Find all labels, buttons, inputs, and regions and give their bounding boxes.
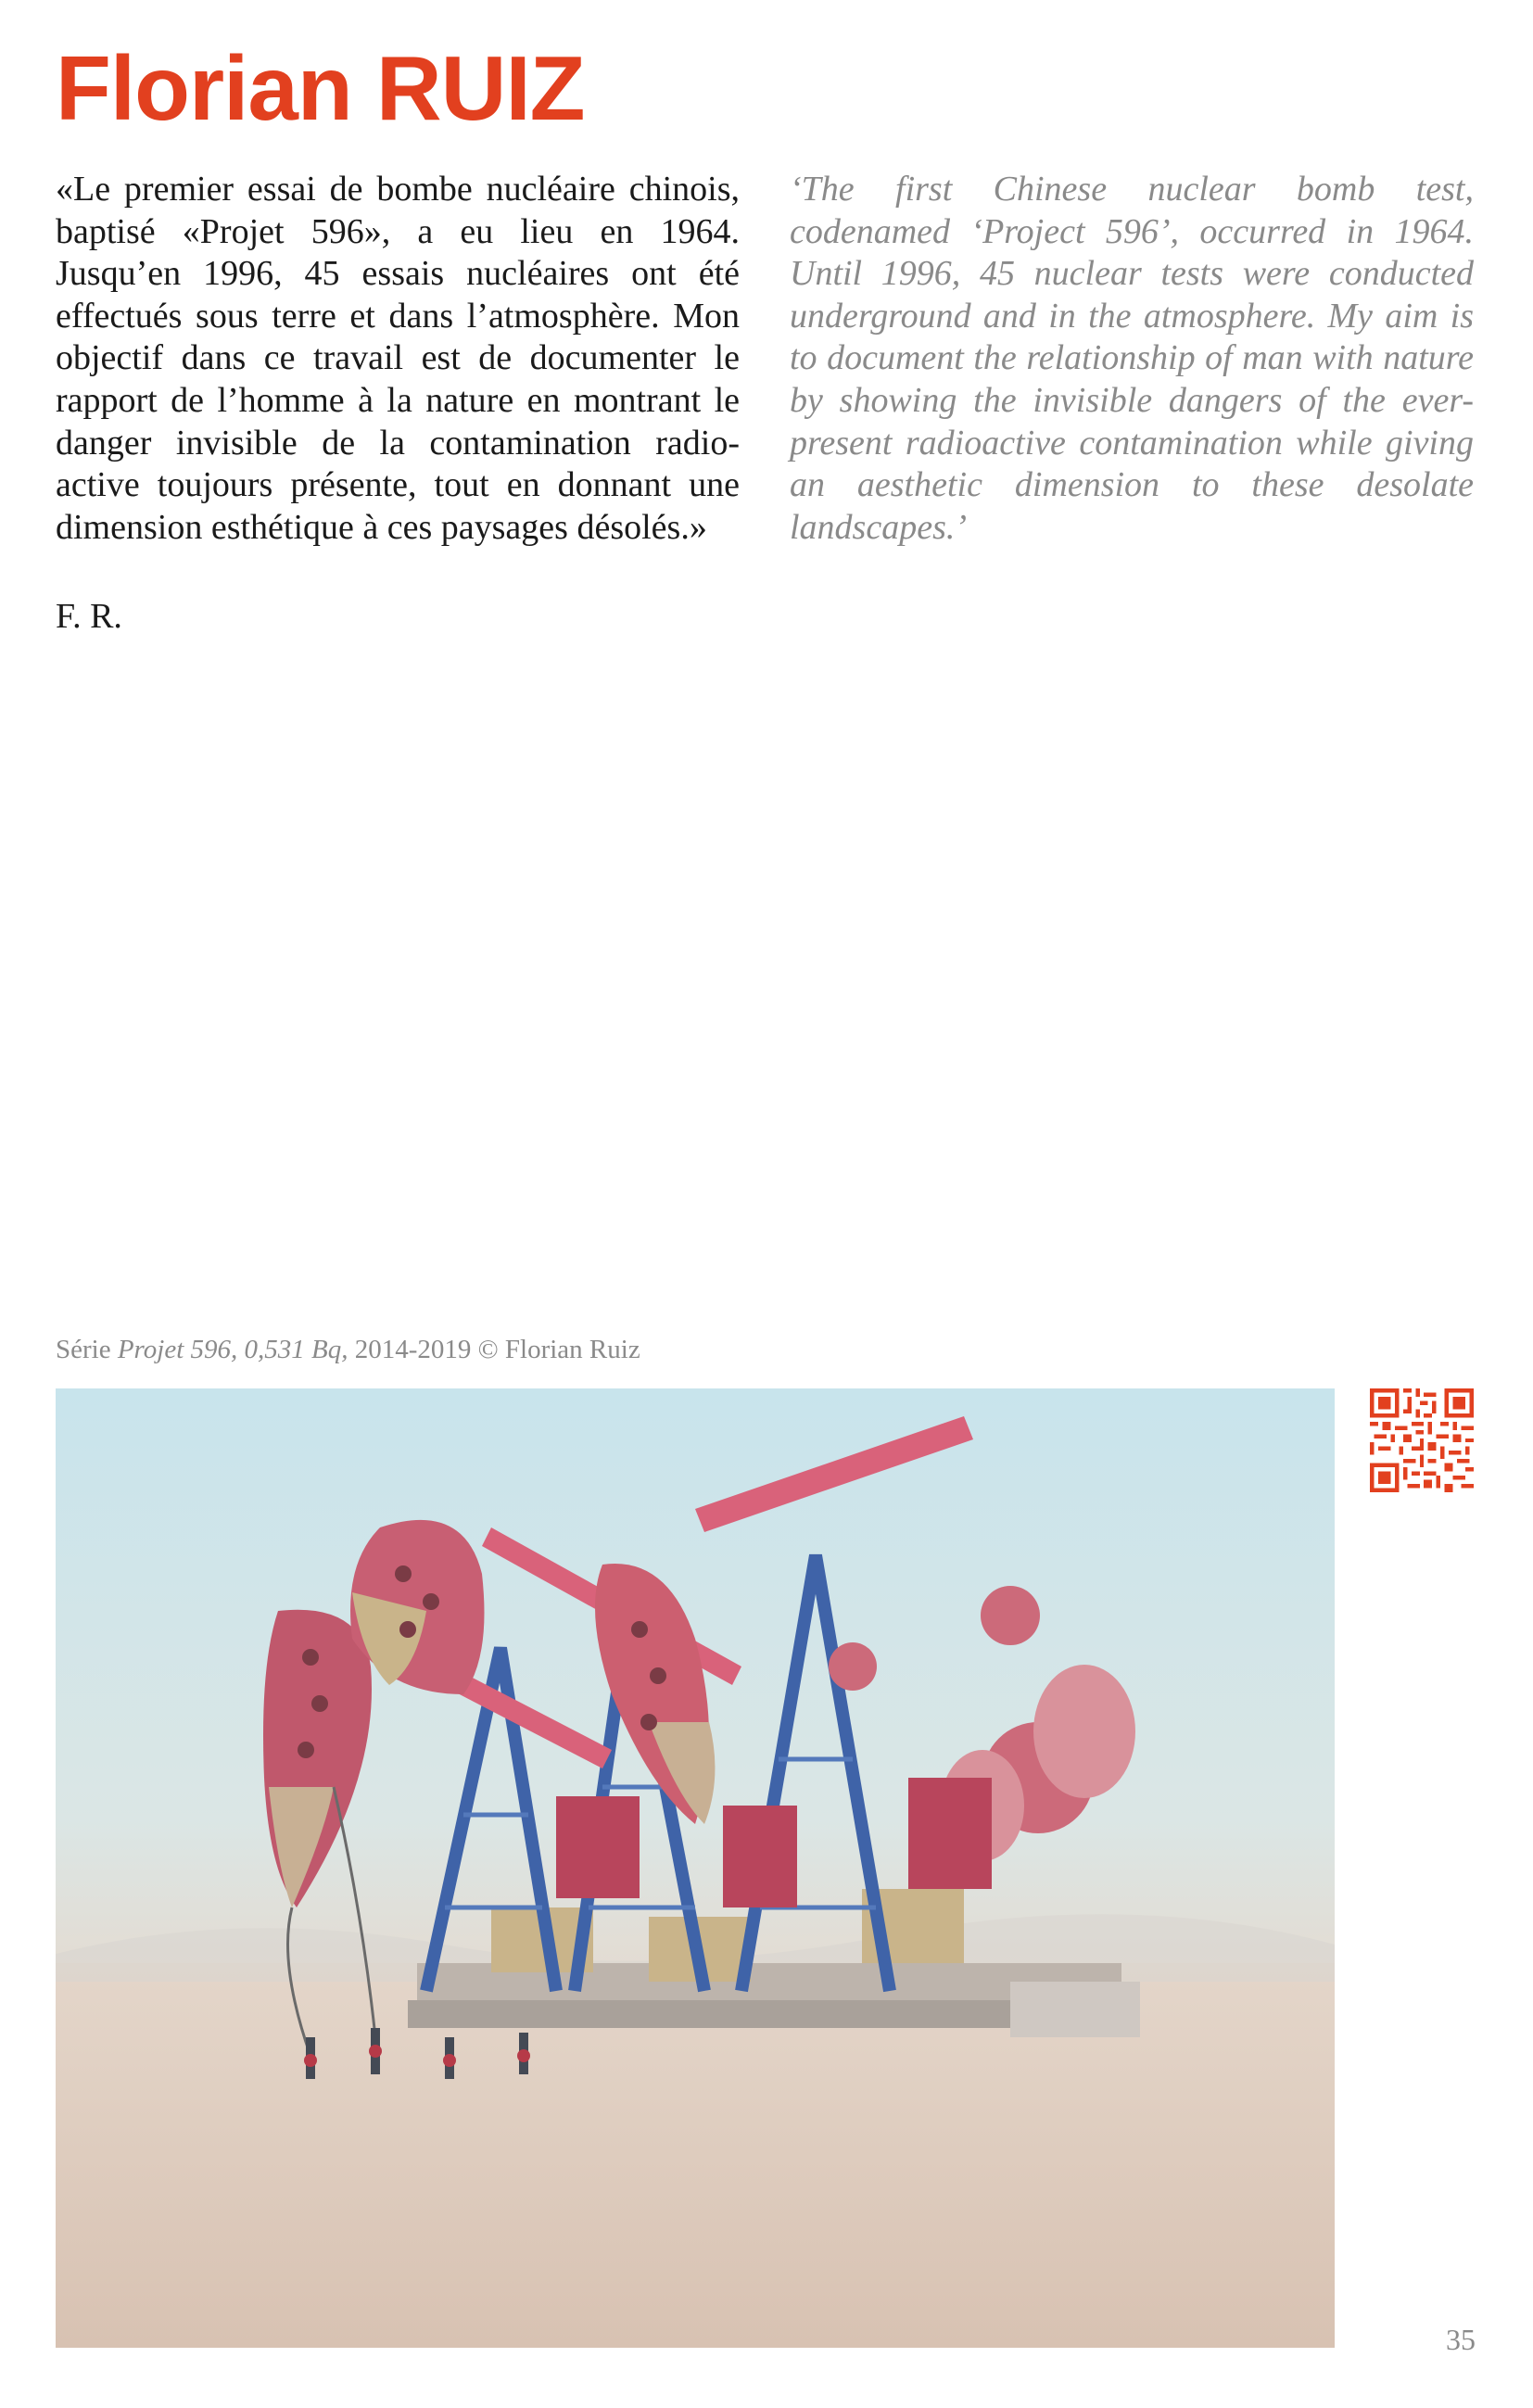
statement-english: ‘The first Chinese nuclear bomb test, codenamed ‘Project 596’, occurred in 1964. Until 1996, 45 nuclear tests were conducted underground and in the atmosphere. My aim is to document the relationship of man with nature by showing the invisible dangers of the ever-present radioactive contamination while giving an aesthetic dimension to these desolate landscapes.’ bbox=[790, 170, 1474, 547]
caption-credit: 2014-2019 © Florian Ruiz bbox=[348, 1335, 640, 1364]
caption-prefix: Série bbox=[56, 1335, 118, 1364]
caption-series-title: Projet 596, 0,531 Bq, bbox=[117, 1335, 348, 1364]
signature: F. R. bbox=[56, 597, 122, 636]
photo-caption bbox=[56, 1333, 640, 1366]
page-number: 35 bbox=[1446, 2323, 1476, 2356]
pumpjack-photograph bbox=[56, 1388, 1335, 2348]
statement-french: «Le premier essai de bombe nucléaire chinois, baptisé «Projet 596», a eu lieu en 1964. Jusqu’en 1996, 45 essais nucléaires ont été effectués sous terre et dans l’atmosphère. Mon objectif dans ce travail est de documenter le rapport de l’homme à la nature en montrant le danger invisible de la contamination radio-active toujours présente, tout en donnant une dimension esthétique à ces paysages désolés.» bbox=[56, 170, 740, 547]
qr-code-icon[interactable] bbox=[1370, 1388, 1474, 1492]
author-title: Florian RUIZ bbox=[56, 37, 585, 139]
